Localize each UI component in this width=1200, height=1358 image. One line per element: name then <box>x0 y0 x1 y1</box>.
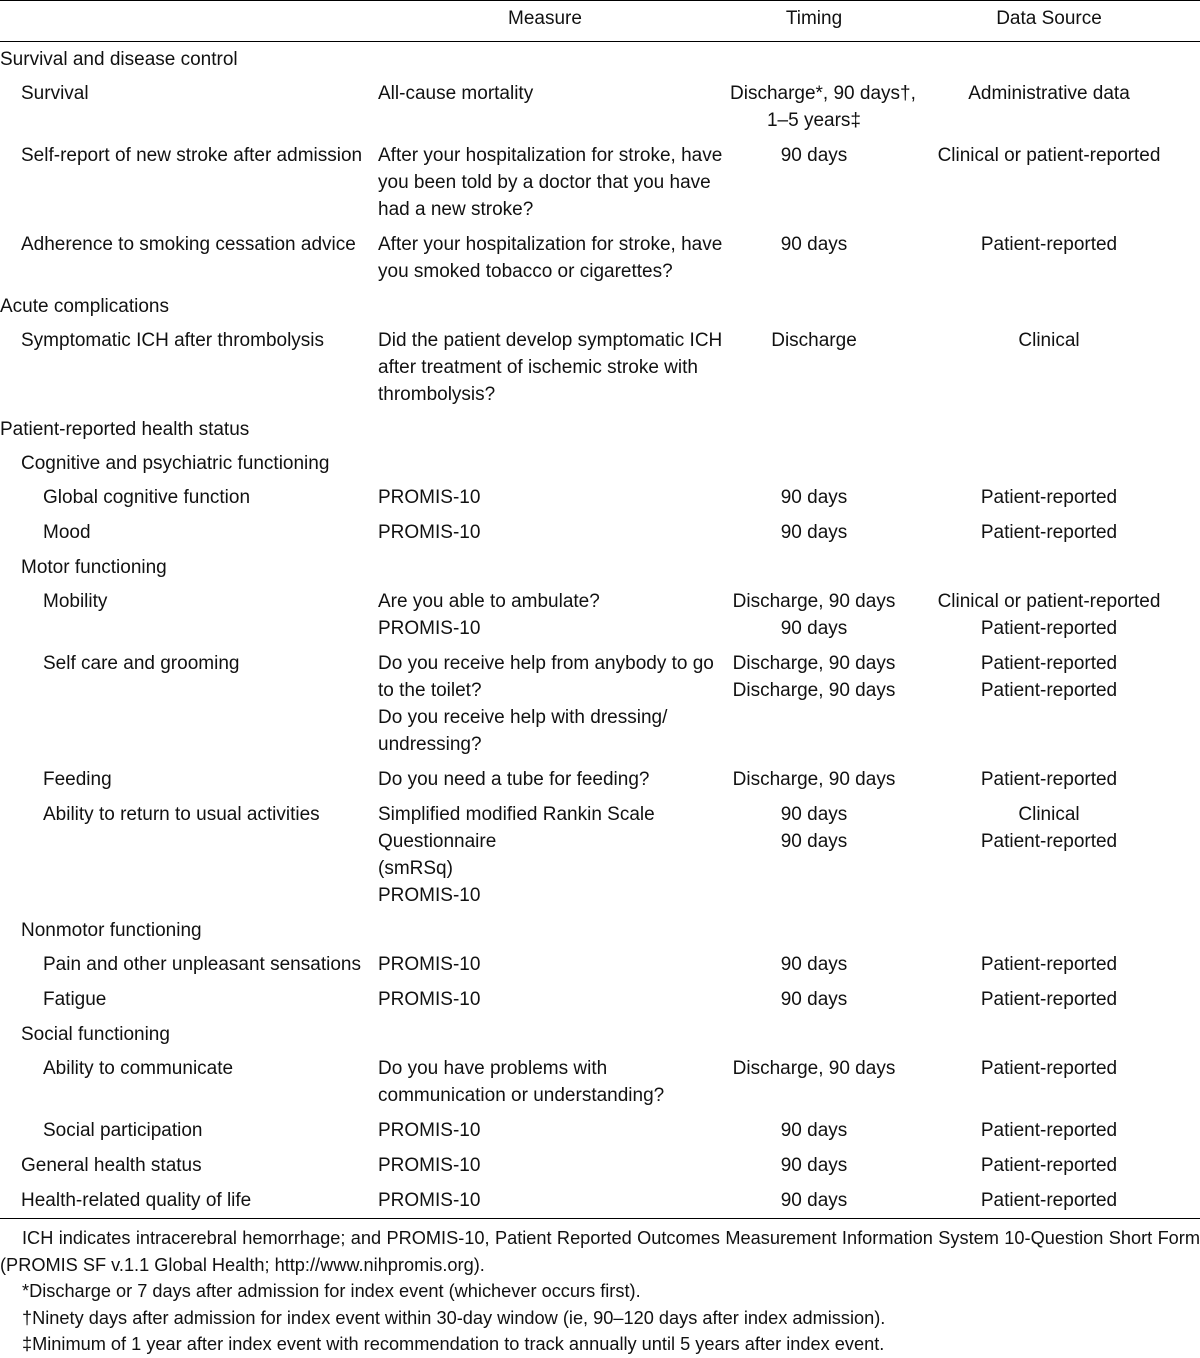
measure-cell <box>378 646 730 762</box>
data-source-cell <box>898 42 1200 77</box>
section-label: Patient-reported health status <box>0 419 250 440</box>
measure-line: Are you able to ambulate? <box>378 591 600 612</box>
table-header <box>0 1 1200 42</box>
timing-line: 1–5 years‡ <box>766 110 861 131</box>
timing-cell <box>730 982 898 1017</box>
measure-line: you been told by a doctor that you have <box>378 172 711 193</box>
data-source-line: Patient-reported <box>980 1120 1118 1141</box>
data-source-cell <box>898 913 1200 947</box>
timing-cell <box>730 947 898 982</box>
timing-cell <box>730 289 898 323</box>
timing-cell <box>730 646 898 762</box>
data-source-line: Patient-reported <box>980 653 1118 674</box>
data-source-line: Patient-reported <box>980 954 1118 975</box>
measure-cell <box>378 797 730 913</box>
data-source-line: Patient-reported <box>980 1190 1118 1211</box>
measure-cell <box>378 323 730 412</box>
data-source-line: Patient-reported <box>980 234 1118 255</box>
data-source-cell <box>898 412 1200 446</box>
data-source-line: Patient-reported <box>980 831 1118 852</box>
table-row <box>0 480 1200 515</box>
data-source-cell <box>898 1017 1200 1051</box>
header-row <box>0 1 1200 42</box>
measure-line: Questionnaire <box>378 831 497 852</box>
data-source-line: Clinical <box>1018 330 1080 351</box>
data-source-line: Patient-reported <box>980 487 1118 508</box>
timing-line: 90 days <box>780 1120 848 1141</box>
measure-line: after treatment of ischemic stroke with <box>378 357 698 378</box>
data-source-cell <box>898 1183 1200 1219</box>
data-source-cell <box>898 646 1200 762</box>
timing-cell <box>730 550 898 584</box>
footnote: ICH indicates intracerebral hemorrhage; and PROMIS-10, Patient Reported Outcomes Measurement Information System 10-Question Short Form (PROMIS SF v.1.1 Global Health; http://www.nihpromis.org). <box>0 1228 1200 1275</box>
measure-line: Did the patient develop symptomatic ICH <box>378 330 723 351</box>
data-source-line: Clinical or patient-reported <box>937 145 1161 166</box>
data-source-cell <box>898 446 1200 480</box>
measure-cell <box>378 480 730 515</box>
table-row <box>0 227 1200 289</box>
footnote: ‡Minimum of 1 year after index event with recommendation to track annually until 5 years after index event. <box>22 1334 885 1354</box>
measure-line: Simplified modified Rankin Scale <box>378 804 655 825</box>
measure-cell <box>378 289 730 323</box>
timing-line: Discharge, 90 days <box>732 769 896 790</box>
header-data-source: Data Source <box>996 8 1102 29</box>
section-row <box>0 913 1200 947</box>
measure-line: had a new stroke? <box>378 199 534 220</box>
measure-line: Do you receive help from anybody to go <box>378 653 714 674</box>
table-row <box>0 947 1200 982</box>
measure-line: you smoked tobacco or cigarettes? <box>378 261 673 282</box>
measure-line: undressing? <box>378 734 482 755</box>
timing-line: 90 days <box>780 831 848 852</box>
data-source-cell <box>898 289 1200 323</box>
measure-line: PROMIS-10 <box>378 1190 481 1211</box>
outcome-label: Global cognitive function <box>43 487 251 508</box>
data-source-line: Patient-reported <box>980 522 1118 543</box>
table-row <box>0 138 1200 227</box>
outcome-label: Social participation <box>43 1120 203 1141</box>
timing-cell <box>730 227 898 289</box>
measure-line: PROMIS-10 <box>378 1155 481 1176</box>
header-domain <box>0 1 378 42</box>
timing-line: 90 days <box>780 234 848 255</box>
data-source-line: Clinical <box>1018 804 1080 825</box>
data-source-line: Patient-reported <box>980 618 1118 639</box>
timing-cell <box>730 76 916 138</box>
timing-cell <box>730 913 898 947</box>
measure-cell <box>378 584 730 646</box>
table-body <box>0 42 1200 1219</box>
data-source-cell <box>898 947 1200 982</box>
timing-line: 90 days <box>780 1190 848 1211</box>
timing-line: 90 days <box>780 804 848 825</box>
table-row <box>0 1183 1200 1219</box>
data-source-cell <box>898 982 1200 1017</box>
table-row <box>0 1113 1200 1148</box>
measure-line: Do you have problems with <box>378 1058 608 1079</box>
section-row <box>0 1017 1200 1051</box>
measure-line: PROMIS-10 <box>378 989 481 1010</box>
timing-line: Discharge, 90 days <box>732 1058 896 1079</box>
measure-cell <box>378 446 730 480</box>
outcome-label: Self-report of new stroke after admission <box>21 145 363 166</box>
measure-cell <box>378 1051 730 1113</box>
measure-cell <box>378 947 730 982</box>
header-measure: Measure <box>508 8 582 29</box>
measure-cell <box>378 762 730 797</box>
data-source-cell <box>898 584 1200 646</box>
data-source-cell <box>898 515 1200 550</box>
timing-line: 90 days <box>780 954 848 975</box>
timing-cell <box>730 412 898 446</box>
section-label: Cognitive and psychiatric functioning <box>21 453 330 474</box>
timing-cell <box>730 446 898 480</box>
section-label: Survival and disease control <box>0 49 238 70</box>
outcome-label: Feeding <box>43 769 112 790</box>
measure-line: All-cause mortality <box>378 83 534 104</box>
table-row <box>0 797 1200 913</box>
timing-line: 90 days <box>780 522 848 543</box>
timing-cell <box>730 797 898 913</box>
measure-line: After your hospitalization for stroke, have <box>378 234 723 255</box>
outcome-label: Survival <box>21 83 89 104</box>
measure-cell <box>378 42 730 77</box>
data-source-cell <box>898 1113 1200 1148</box>
data-source-cell <box>898 1148 1200 1183</box>
measure-cell <box>378 76 730 138</box>
data-source-cell <box>898 797 1200 913</box>
outcome-label: Symptomatic ICH after thrombolysis <box>21 330 325 351</box>
data-source-line: Patient-reported <box>980 989 1118 1010</box>
data-source-cell <box>898 323 1200 412</box>
table-row <box>0 762 1200 797</box>
data-source-line: Administrative data <box>968 83 1130 104</box>
data-source-cell <box>898 227 1200 289</box>
section-label: Acute complications <box>0 296 169 317</box>
timing-cell <box>730 323 898 412</box>
section-label: Nonmotor functioning <box>21 920 202 941</box>
outcome-label: Self care and grooming <box>43 653 240 674</box>
measure-cell <box>378 138 730 227</box>
table-row <box>0 76 1200 138</box>
outcome-label: Health-related quality of life <box>21 1190 252 1211</box>
outcome-label: Mobility <box>43 591 108 612</box>
measure-line: PROMIS-10 <box>378 618 481 639</box>
outcome-label: Pain and other unpleasant sensations <box>43 954 361 975</box>
measure-line: (smRSq) <box>378 858 453 879</box>
timing-cell <box>730 1148 898 1183</box>
timing-line: Discharge <box>771 330 857 351</box>
measure-cell <box>378 982 730 1017</box>
timing-line: Discharge, 90 days <box>732 591 896 612</box>
table-row <box>0 515 1200 550</box>
section-row <box>0 550 1200 584</box>
timing-line: 90 days <box>780 145 848 166</box>
section-row <box>0 412 1200 446</box>
timing-line: 90 days <box>780 1155 848 1176</box>
table-row <box>0 1051 1200 1113</box>
measure-line: thrombolysis? <box>378 384 496 405</box>
outcome-label: Adherence to smoking cessation advice <box>21 234 356 255</box>
outcome-label: Ability to communicate <box>43 1058 234 1079</box>
measure-cell <box>378 1017 730 1051</box>
measure-cell <box>378 412 730 446</box>
data-source-line: Patient-reported <box>980 680 1118 701</box>
measure-line: PROMIS-10 <box>378 885 481 906</box>
section-label: Motor functioning <box>21 557 167 578</box>
data-source-cell <box>898 480 1200 515</box>
measure-cell <box>378 227 730 289</box>
table-row <box>0 1148 1200 1183</box>
timing-line: 90 days <box>780 989 848 1010</box>
measure-line: to the toilet? <box>378 680 482 701</box>
timing-cell <box>730 1051 898 1113</box>
footnote: †Ninety days after admission for index event within 30-day window (ie, 90–120 days after index admission). <box>22 1307 886 1328</box>
timing-line: 90 days <box>780 618 848 639</box>
measure-cell <box>378 913 730 947</box>
timing-cell <box>730 515 898 550</box>
outcome-label: Ability to return to usual activities <box>43 804 320 825</box>
data-source-line: Patient-reported <box>980 1058 1118 1079</box>
measure-cell <box>378 1113 730 1148</box>
timing-cell <box>730 1183 898 1219</box>
measure-line: communication or understanding? <box>378 1085 665 1106</box>
timing-line: Discharge*, 90 days†, <box>730 83 916 104</box>
timing-cell <box>730 584 898 646</box>
measure-cell <box>378 1183 730 1219</box>
data-source-line: Clinical or patient-reported <box>937 591 1161 612</box>
timing-cell <box>730 1113 898 1148</box>
table-footnotes <box>0 1225 1200 1358</box>
outcome-label: Mood <box>43 522 91 543</box>
timing-cell <box>730 138 898 227</box>
section-row <box>0 42 1200 77</box>
timing-line: 90 days <box>780 487 848 508</box>
data-source-cell <box>898 138 1200 227</box>
table-row <box>0 982 1200 1017</box>
timing-cell <box>730 42 898 77</box>
measure-cell <box>378 1148 730 1183</box>
timing-line: Discharge, 90 days <box>732 653 896 674</box>
section-label: Social functioning <box>21 1024 170 1045</box>
section-row <box>0 446 1200 480</box>
timing-cell <box>730 480 898 515</box>
measure-cell <box>378 550 730 584</box>
data-source-line: Patient-reported <box>980 769 1118 790</box>
table-row <box>0 646 1200 762</box>
measure-line: PROMIS-10 <box>378 954 481 975</box>
data-source-line: Patient-reported <box>980 1155 1118 1176</box>
timing-cell <box>730 1017 898 1051</box>
data-source-cell <box>898 76 1200 138</box>
outcome-label: Fatigue <box>43 989 107 1010</box>
data-source-cell <box>898 550 1200 584</box>
measure-line: Do you need a tube for feeding? <box>378 769 650 790</box>
data-source-cell <box>898 1051 1200 1113</box>
header-timing: Timing <box>785 8 843 29</box>
footnote: *Discharge or 7 days after admission for index event (whichever occurs first). <box>22 1281 641 1301</box>
timing-cell <box>730 762 898 797</box>
timing-line: Discharge, 90 days <box>732 680 896 701</box>
measure-line: PROMIS-10 <box>378 1120 481 1141</box>
measure-line: PROMIS-10 <box>378 487 481 508</box>
outcome-label: General health status <box>21 1155 202 1176</box>
table-row <box>0 323 1200 412</box>
measure-line: Do you receive help with dressing/ <box>378 707 668 728</box>
measure-line: After your hospitalization for stroke, have <box>378 145 723 166</box>
section-row <box>0 289 1200 323</box>
measure-line: PROMIS-10 <box>378 522 481 543</box>
measure-cell <box>378 515 730 550</box>
data-source-cell <box>898 762 1200 797</box>
table-row <box>0 584 1200 646</box>
